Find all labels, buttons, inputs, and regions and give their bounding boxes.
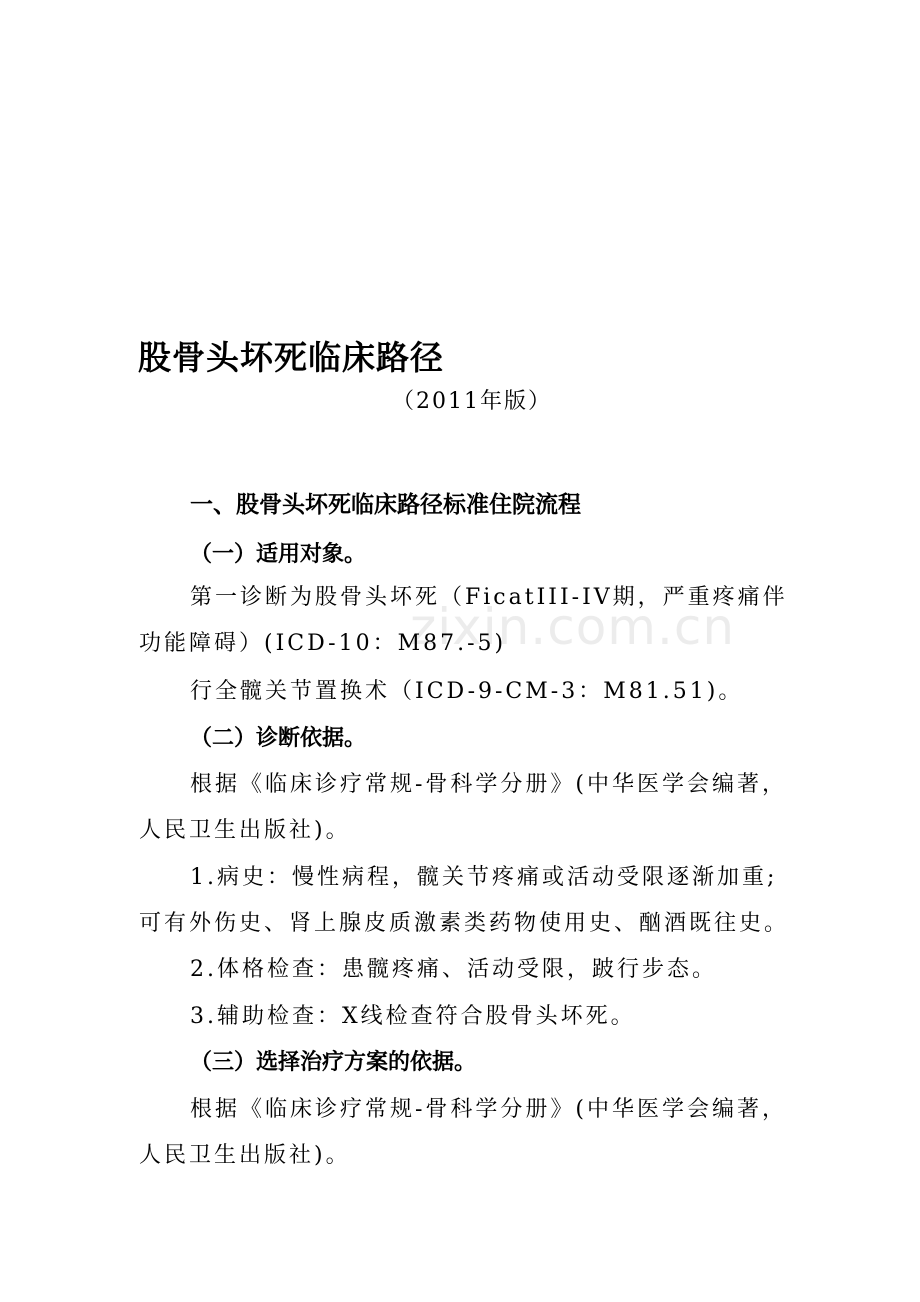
watermark: zixin.com.cn [410, 598, 736, 656]
paragraph-line: 根据《临床诊疗常规-骨科学分册》(中华医学会编著， [190, 772, 788, 797]
section-heading-1: 一、股骨头坏死临床路径标准住院流程 [190, 492, 581, 518]
paragraph-line: 1.病史：慢性病程，髋关节疼痛或活动受限逐渐加重; [190, 865, 778, 890]
paragraph-line: 可有外伤史、肾上腺皮质激素类药物使用史、酗酒既往史。 [139, 911, 790, 936]
paragraph-line: 行全髋关节置换术（ICD-9-CM-3：M81.51)。 [190, 679, 744, 704]
paragraph-line: 人民卫生出版社)。 [139, 1143, 351, 1168]
subsection-heading-treatment: （三）选择治疗方案的依据。 [190, 1050, 477, 1075]
paragraph-line: 人民卫生出版社)。 [139, 818, 351, 843]
paragraph-line: 功能障碍）(ICD-10：M87.-5) [139, 631, 507, 656]
subsection-heading-scope: （一）适用对象。 [190, 542, 367, 567]
paragraph-line: 3.辅助检查：X线检查符合股骨头坏死。 [190, 1004, 636, 1029]
paragraph-line: 第一诊断为股骨头坏死（FicatIII-IV期，严重疼痛伴 [190, 585, 788, 610]
document-edition: （2011年版） [392, 389, 552, 414]
document-title: 股骨头坏死临床路径 [138, 338, 444, 377]
subsection-heading-diagnosis: （二）诊断依据。 [190, 726, 367, 751]
paragraph-line: 根据《临床诊疗常规-骨科学分册》(中华医学会编著， [190, 1097, 788, 1122]
paragraph-line: 2.体格检查：患髋疼痛、活动受限，跛行步态。 [190, 957, 717, 982]
